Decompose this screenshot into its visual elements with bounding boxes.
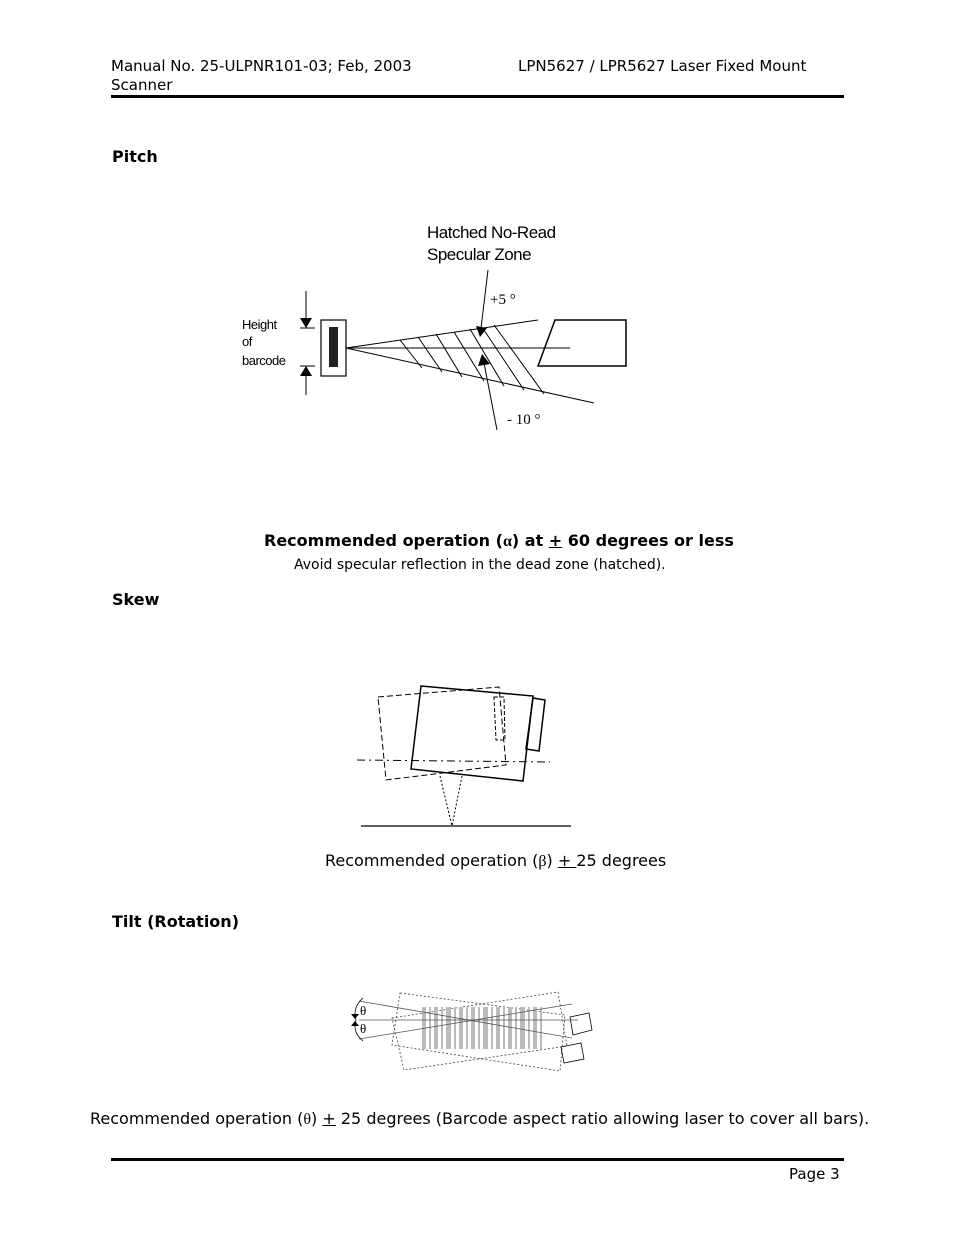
- skew-heading: Skew: [112, 590, 160, 609]
- zone-label-line2: Specular Zone: [427, 245, 532, 264]
- skew-caption: Recommended operation (β) + 25 degrees: [325, 851, 667, 870]
- pitch-note: Avoid specular reflection in the dead zone (hatched).: [294, 557, 666, 573]
- tilt-barcode: [422, 1007, 542, 1049]
- minus-angle-label: - 10 °: [507, 412, 541, 428]
- theta-bottom-label: θ: [360, 1021, 367, 1036]
- height-label-line2: of: [242, 334, 252, 349]
- pitch-heading: Pitch: [112, 147, 158, 166]
- pitch-caption: Recommended operation (α) at + 60 degrees or less: [264, 531, 734, 550]
- plus-angle-label: +5 °: [490, 292, 516, 308]
- product-title: LPN5627 / LPR5627 Laser Fixed Mount: [518, 57, 807, 75]
- zone-label-line1: Hatched No-Read: [427, 223, 556, 242]
- tilt-caption: Recommended operation (θ) + 25 degrees (Barcode aspect ratio allowing laser to cover all bars).: [90, 1109, 870, 1128]
- theta-top-label: θ: [360, 1003, 367, 1018]
- page-number: Page 3: [789, 1165, 840, 1183]
- height-label-line3: barcode: [242, 353, 286, 368]
- footer-rule: [111, 1158, 844, 1161]
- height-label-line1: Height: [242, 317, 277, 332]
- tilt-heading: Tilt (Rotation): [112, 912, 239, 931]
- product-title-continued: Scanner: [111, 76, 173, 94]
- manual-number: Manual No. 25-ULPNR101-03; Feb, 2003: [111, 57, 412, 75]
